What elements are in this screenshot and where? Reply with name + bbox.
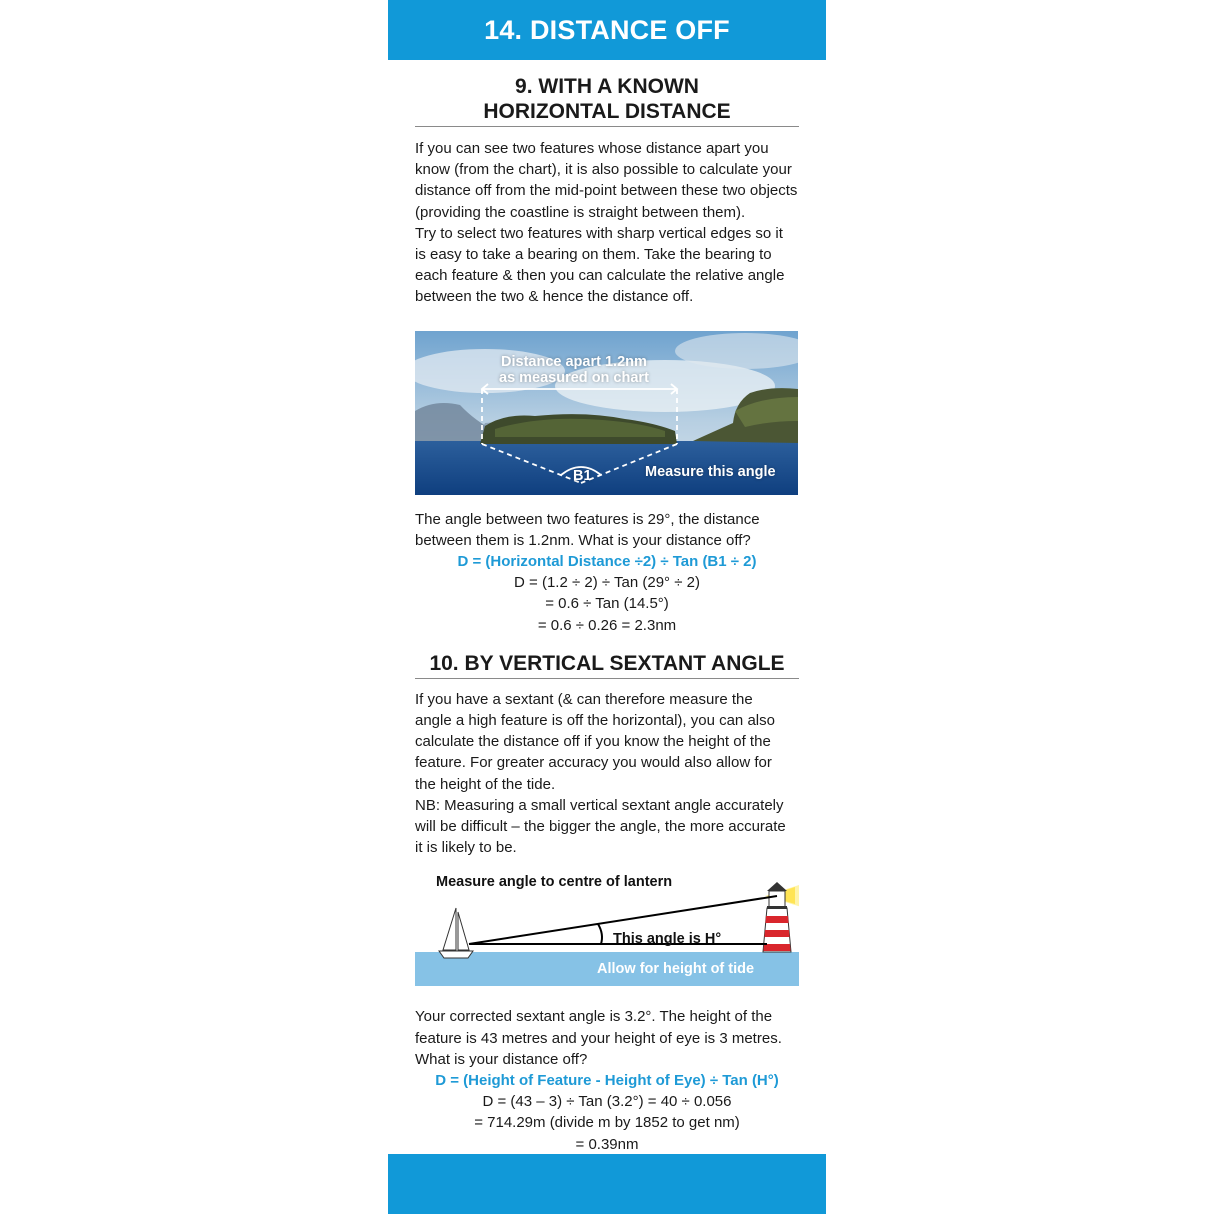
paragraph-line: the height of the tide. <box>415 775 556 793</box>
question-line: between them is 1.2nm. What is your distance off? <box>415 531 751 549</box>
paragraph-line: each feature & then you can calculate the relative angle <box>415 267 785 285</box>
measure-angle-label: Measure this angle <box>645 463 776 480</box>
paragraph-line: between the two & hence the distance off. <box>415 288 694 306</box>
section-10-formula: D = (Height of Feature - Height of Eye) ÷ Tan (H°) <box>435 1072 779 1090</box>
angle-h-label: This angle is H° <box>613 931 722 948</box>
question-line: Your corrected sextant angle is 3.2°. The height of the <box>415 1008 773 1026</box>
section-10-title: 10. BY VERTICAL SEXTANT ANGLE <box>415 651 799 679</box>
question-line: What is your distance off? <box>415 1050 588 1068</box>
paragraph-line: is easy to take a bearing on them. Take the bearing to <box>415 246 772 264</box>
section-10-paragraph <box>415 689 799 859</box>
distance-off-card <box>388 0 826 1214</box>
paragraph-line: calculate the distance off if you know the height of the <box>415 733 771 751</box>
paragraph-line: Try to select two features with sharp vertical edges so it <box>415 224 783 242</box>
tide-label: Allow for height of tide <box>597 961 755 978</box>
paragraph-line: If you have a sextant (& can therefore measure the <box>415 690 753 708</box>
section-9-question <box>415 509 799 551</box>
paragraph-line: distance off from the mid-point between these two objects <box>415 182 798 200</box>
angle-b1-label: B1 <box>573 467 592 484</box>
footer-bar <box>388 1154 826 1214</box>
paragraph-line: will be difficult – the bigger the angle, the more accurate <box>415 818 786 836</box>
calculation-line: D = (1.2 ÷ 2) ÷ Tan (29° ÷ 2) <box>514 574 700 592</box>
distance-apart-label-line-1: Distance apart 1.2nm <box>501 353 647 370</box>
page-title: 14. DISTANCE OFF <box>484 14 730 45</box>
lantern-label: Measure angle to centre of lantern <box>436 874 673 891</box>
header-bar <box>388 0 826 60</box>
question-line: The angle between two features is 29°, the distance <box>415 510 760 528</box>
calculation-line: D = (43 – 3) ÷ Tan (3.2°) = 40 ÷ 0.056 <box>482 1093 732 1111</box>
paragraph-line: know (from the chart), it is also possible to calculate your <box>415 161 792 179</box>
paragraph-line: feature. For greater accuracy you would also allow for <box>415 754 772 772</box>
calculation-line: = 0.6 ÷ 0.26 = 2.3nm <box>537 616 677 634</box>
angle-arc <box>598 924 602 944</box>
island-photo <box>415 331 798 495</box>
section-9-title-line-2: HORIZONTAL DISTANCE <box>483 100 731 123</box>
section-9-paragraph <box>415 138 799 308</box>
section-9-title-line-1: 9. WITH A KNOWN <box>515 75 699 98</box>
section-10-question <box>415 1006 799 1070</box>
paragraph-line: NB: Measuring a small vertical sextant angle accurately <box>415 796 784 814</box>
paragraph-line: it is likely to be. <box>415 839 517 857</box>
section-9-title <box>415 74 799 127</box>
calculation-line: = 0.6 ÷ Tan (14.5°) <box>545 595 669 613</box>
distance-apart-label-line-2: as measured on chart <box>499 369 649 386</box>
sextant-diagram <box>415 868 799 1000</box>
question-line: feature is 43 metres and your height of eye is 3 metres. <box>415 1029 782 1047</box>
content <box>415 74 799 1155</box>
section-9-formula: D = (Horizontal Distance ÷2) ÷ Tan (B1 ÷ 2) <box>457 553 757 571</box>
sailboat-icon <box>439 908 473 958</box>
distance-apart-label <box>499 354 649 386</box>
calculation-line: = 714.29m (divide m by 1852 to get nm) <box>474 1114 740 1132</box>
paragraph-line: (providing the coastline is straight between them). <box>415 203 746 221</box>
paragraph-line: angle a high feature is off the horizontal), you can also <box>415 712 775 730</box>
calculation-line: = 0.39nm <box>575 1135 639 1153</box>
paragraph-line: If you can see two features whose distance apart you <box>415 140 769 157</box>
